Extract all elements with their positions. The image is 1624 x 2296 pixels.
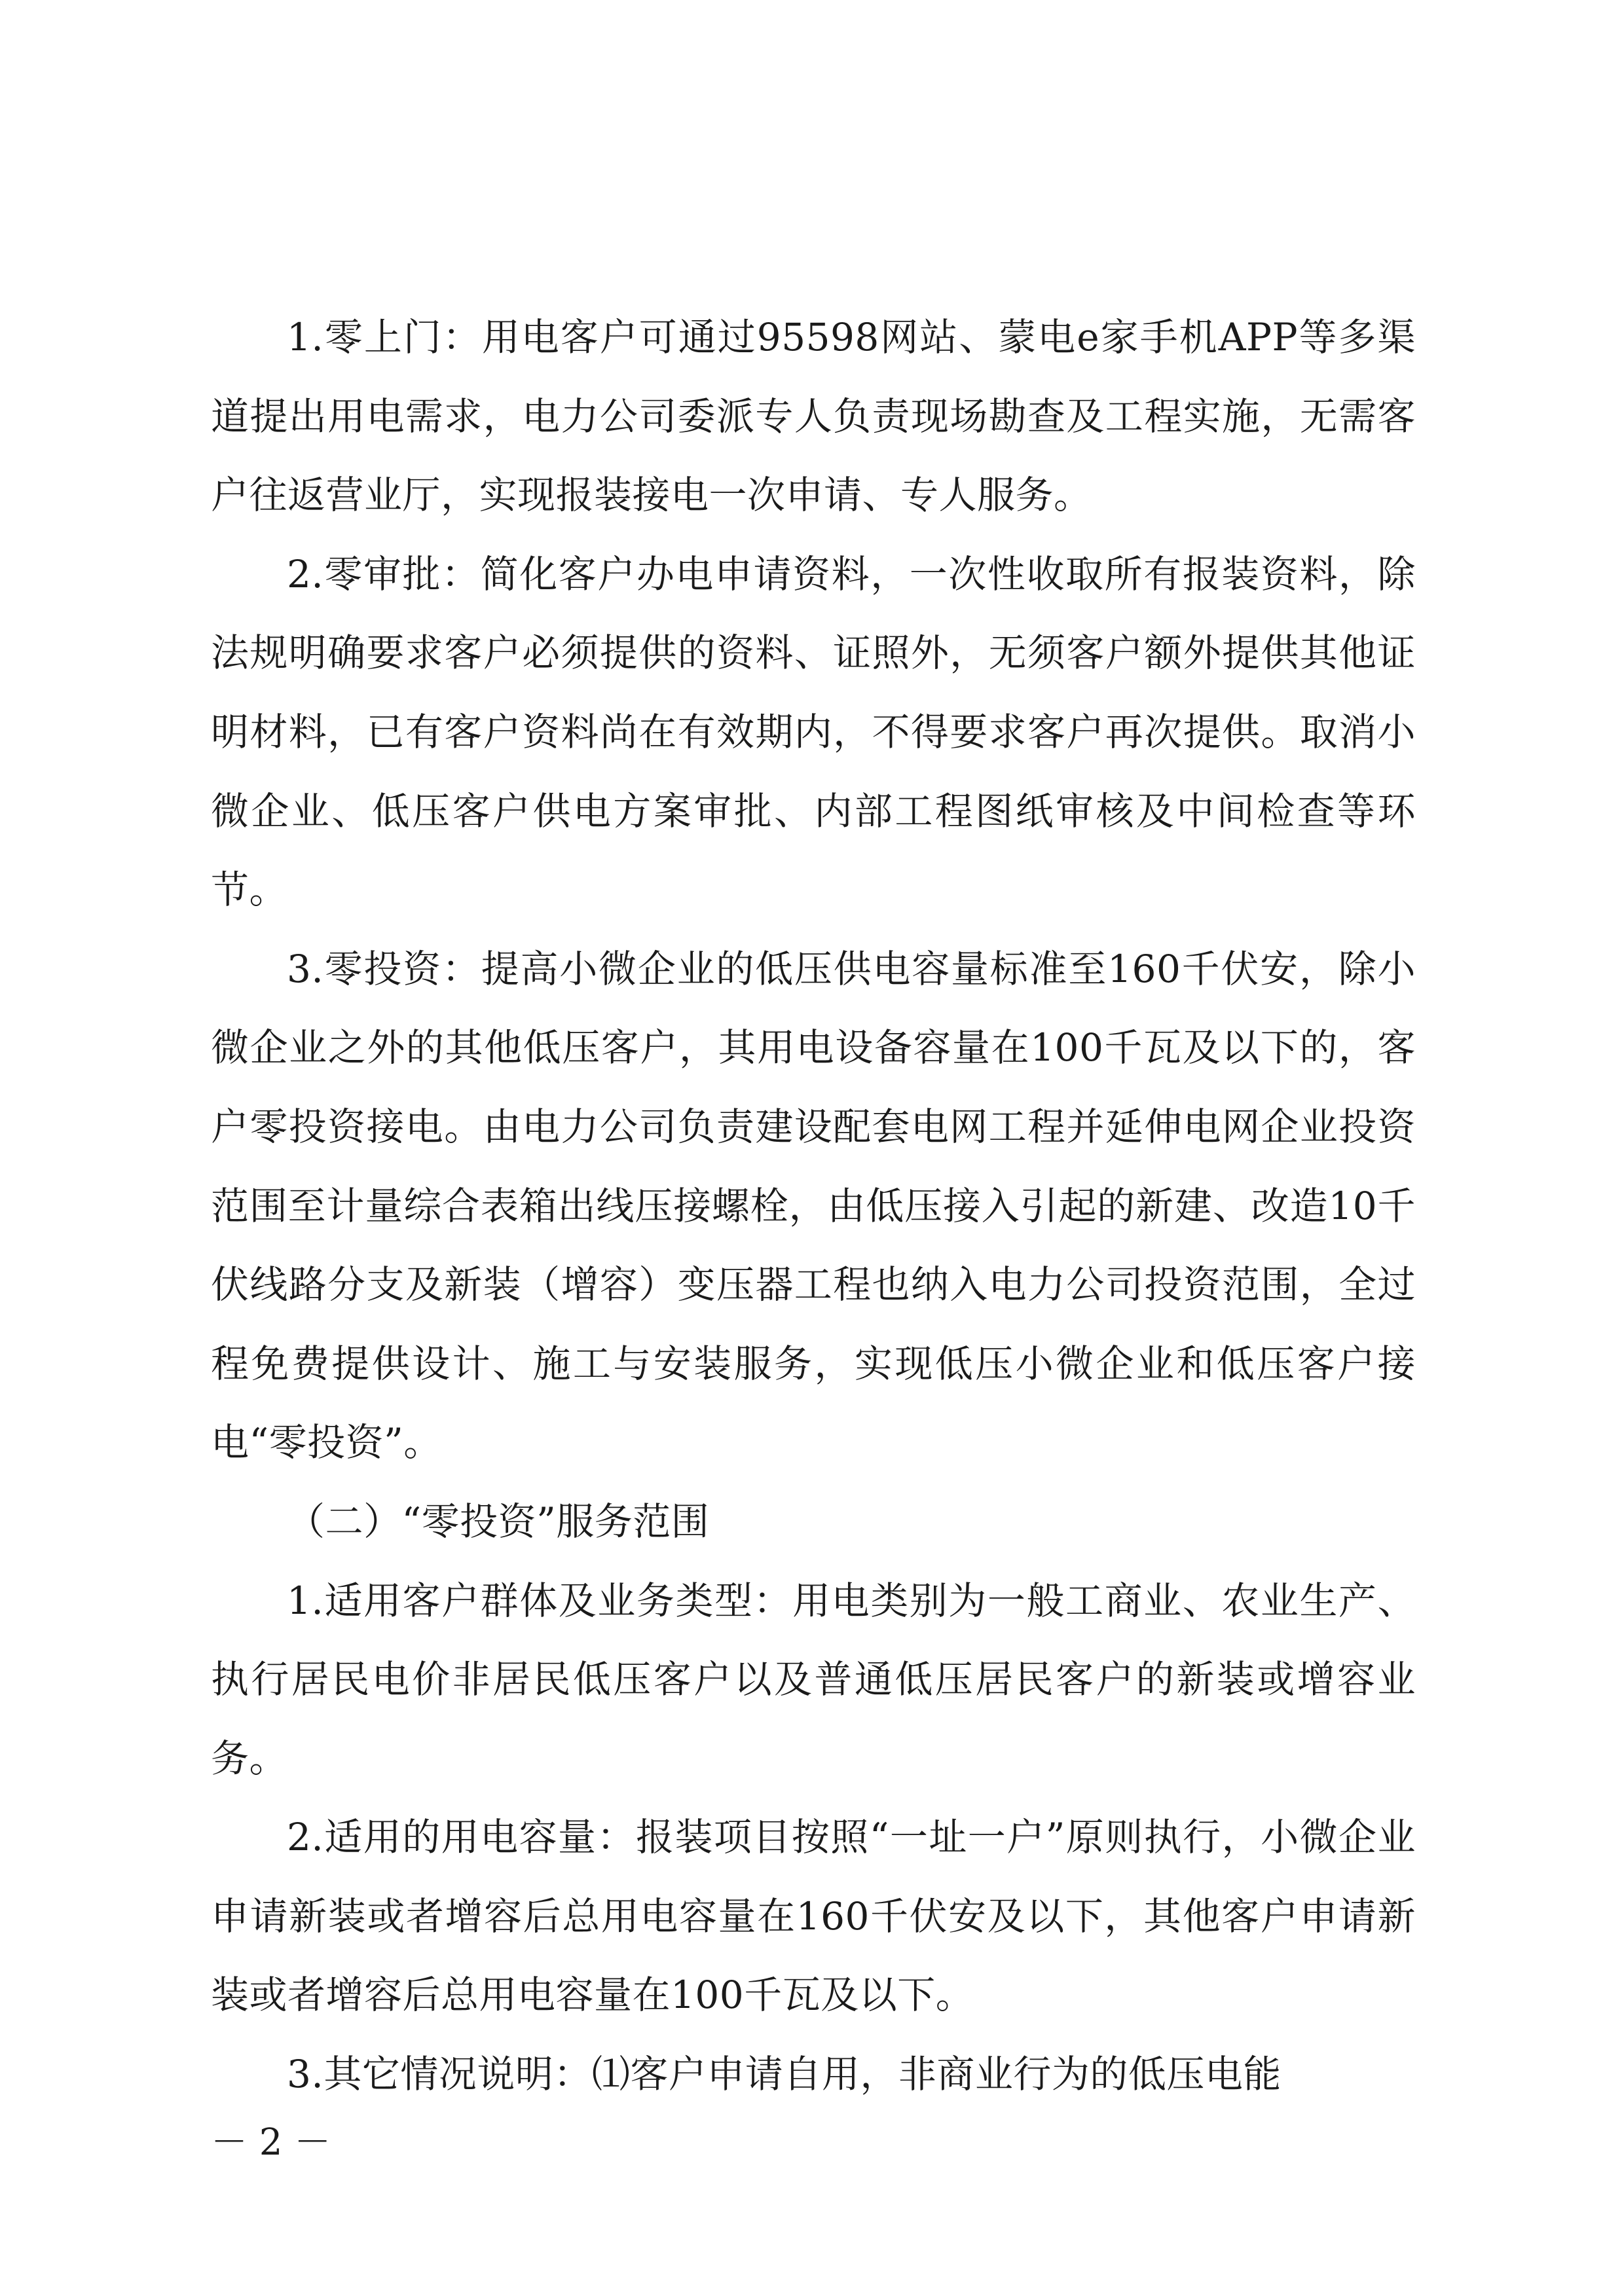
- paragraph-other-notes: 3.其它情况说明：⑴客户申请自用，非商业行为的低压电能: [287, 2052, 1282, 2097]
- body-text: [211, 298, 1416, 2114]
- page-number: － 2 －: [211, 2121, 331, 2164]
- paragraph-applicable-customers: 1.适用客户群体及业务类型：用电类别为一般工商业、农业生产、执行居民电价非居民低压客户以及普通低压居民客户的新装或增容业务。: [211, 1578, 1416, 1781]
- paragraph-zero-visit: 1.零上门：用电客户可通过95598网站、蒙电e家手机APP等多渠道提出用电需求，电力公司委派专人负责现场勘查及工程实施，无需客户往返营业厅，实现报装接电一次申请、专人服务。: [211, 315, 1416, 518]
- paragraph-zero-investment: 3.零投资：提高小微企业的低压供电容量标准至160千伏安，除小微企业之外的其他低压客户，其用电设备容量在100千瓦及以下的，客户零投资接电。由电力公司负责建设配套电网工程并延伸电网企业投资范围至计量综合表箱出线压接螺栓，由低压接入引起的新建、改造10千伏线路分支及新装（增容）变压器工程也纳入电力公司投资范围，全过程免费提供设计、施工与安装服务，实现低压小微企业和低压客户接电“零投资”。: [211, 946, 1416, 1465]
- paragraph-zero-approval: 2.零审批：简化客户办电申请资料，一次性收取所有报装资料，除法规明确要求客户必须提供的资料、证照外，无须客户额外提供其他证明材料，已有客户资料尚在有效期内，不得要求客户再次提供。取消小微企业、低压客户供电方案审批、内部工程图纸审核及中间检查等环节。: [211, 551, 1416, 913]
- paragraph-applicable-capacity: 2.适用的用电容量：报装项目按照“一址一户”原则执行，小微企业申请新装或者增容后总用电容量在160千伏安及以下，其他客户申请新装或者增容后总用电容量在100千瓦及以下。: [211, 1815, 1416, 2018]
- section-heading-service-scope: （二）“零投资”服务范围: [287, 1499, 710, 1544]
